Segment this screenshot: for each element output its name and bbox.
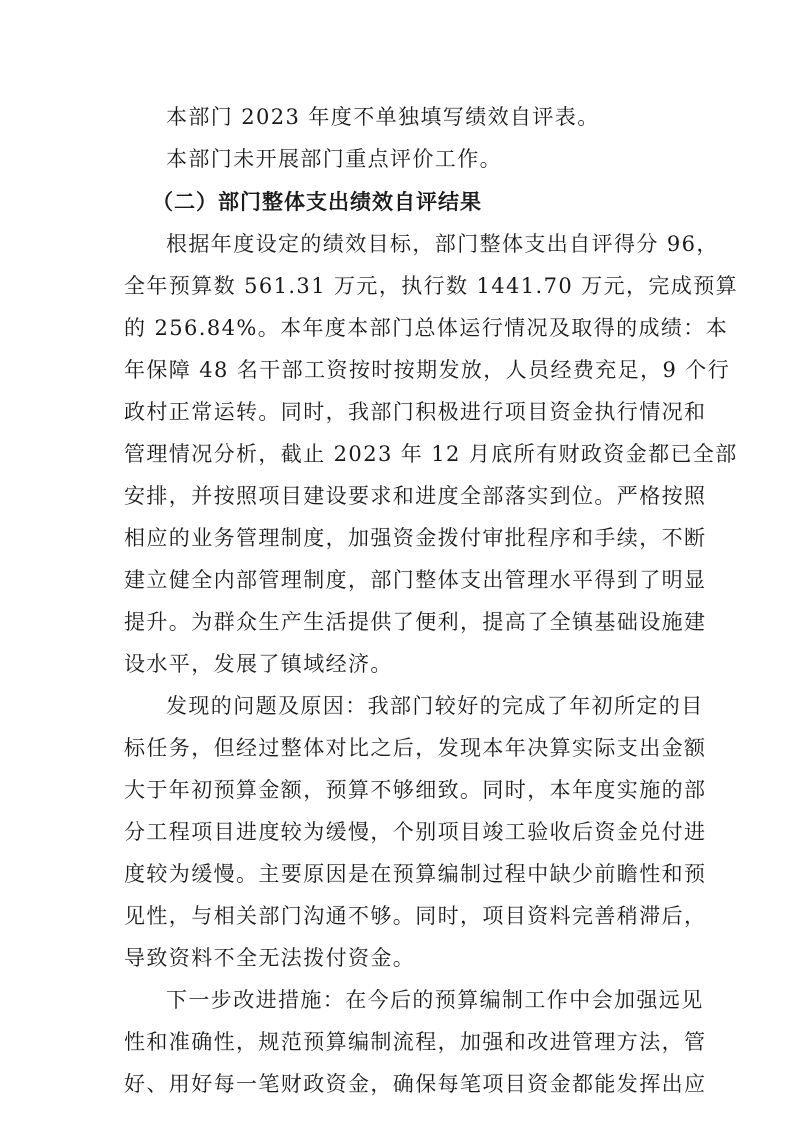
paragraph-no-key-evaluation: 本部门未开展部门重点评价工作。 xyxy=(166,147,502,171)
paragraph-results-line: 设水平，发展了镇域经济。 xyxy=(124,652,393,676)
paragraph-results-line: 建立健全内部管理制度，部门整体支出管理水平得到了明显 xyxy=(124,568,707,592)
paragraph-results-line: 提升。为群众生产生活提供了便利，提高了全镇基础设施建 xyxy=(124,610,707,634)
paragraph-problems-line: 度较为缓慢。主要原因是在预算编制过程中缺少前瞻性和预 xyxy=(124,862,707,886)
paragraph-results-line: 相应的业务管理制度，加强资金拨付审批程序和手续，不断 xyxy=(124,526,707,550)
paragraph-results-line: 年保障 48 名干部工资按时按期发放，人员经费充足，9 个行 xyxy=(124,358,731,382)
paragraph-problems-line: 分工程项目进度较为缓慢，个别项目竣工验收后资金兑付进 xyxy=(124,820,707,844)
paragraph-problems-line: 导致资料不全无法拨付资金。 xyxy=(124,946,416,970)
paragraph-results-line: 的 256.84%。本年度本部门总体运行情况及取得的成绩：本 xyxy=(124,316,729,340)
paragraph-improvement-line: 好、用好每一笔财政资金，确保每笔项目资金都能发挥出应 xyxy=(124,1072,707,1096)
paragraph-problems-line: 大于年初预算金额，预算不够细致。同时，本年度实施的部 xyxy=(124,778,707,802)
paragraph-improvement-line: 下一步改进措施：在今后的预算编制工作中会加强远见 xyxy=(166,988,704,1012)
paragraph-results-line: 根据年度设定的绩效目标，部门整体支出自评得分 96， xyxy=(166,232,719,256)
paragraph-results-line: 政村正常运转。同时，我部门积极进行项目资金执行情况和 xyxy=(124,400,707,424)
paragraph-results-line: 全年预算数 561.31 万元，执行数 1441.70 万元，完成预算 xyxy=(124,274,739,298)
paragraph-problems-line: 发现的问题及原因：我部门较好的完成了年初所定的目 xyxy=(166,694,704,718)
paragraph-improvement-line: 性和准确性，规范预算编制流程，加强和改进管理方法，管 xyxy=(124,1030,707,1054)
section-heading: （二）部门整体支出绩效自评结果 xyxy=(152,190,482,214)
paragraph-problems-line: 见性，与相关部门沟通不够。同时，项目资料完善稍滞后， xyxy=(124,904,707,928)
paragraph-problems-line: 标任务，但经过整体对比之后，发现本年决算实际支出金额 xyxy=(124,736,707,760)
paragraph-no-self-evaluation-form: 本部门 2023 年度不单独填写绩效自评表。 xyxy=(166,105,600,129)
paragraph-results-line: 安排，并按照项目建设要求和进度全部落实到位。严格按照 xyxy=(124,484,707,508)
paragraph-results-line: 管理情况分析，截止 2023 年 12 月底所有财政资金都已全部 xyxy=(124,442,738,466)
